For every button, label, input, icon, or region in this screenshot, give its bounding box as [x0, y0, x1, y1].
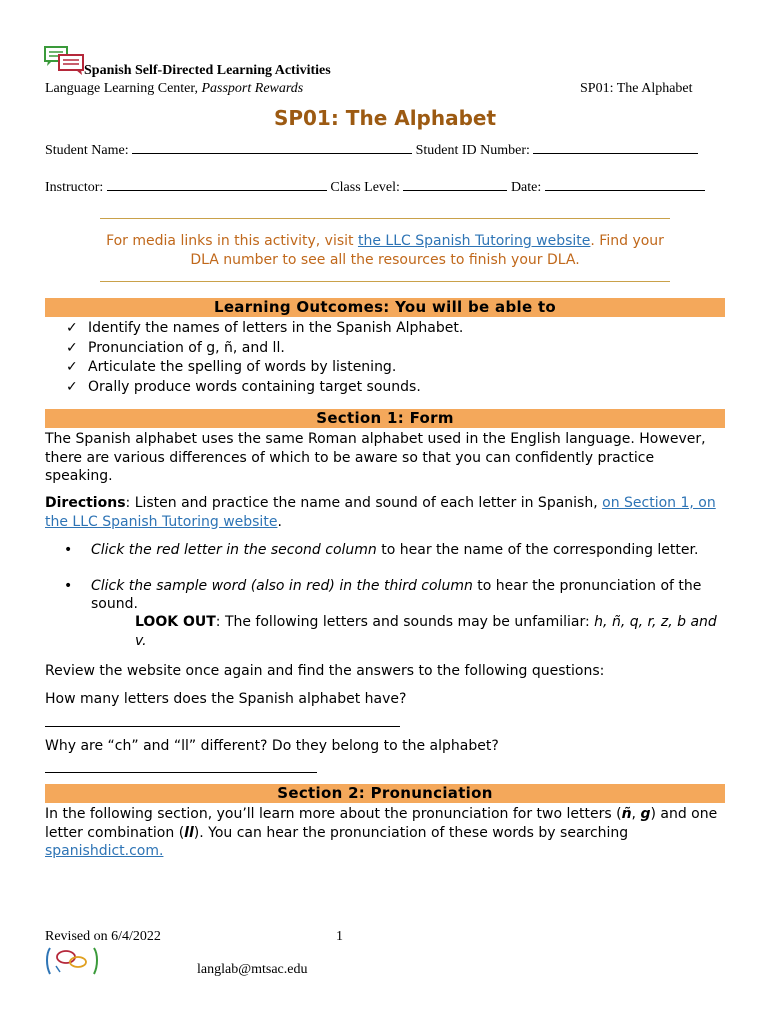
- outcome-item: ✓ Orally produce words containing target sounds.: [66, 378, 463, 398]
- speech-faces-logo-icon: [44, 946, 100, 976]
- contact-email: langlab@mtsac.edu: [197, 962, 308, 977]
- checkmark-icon: ✓: [66, 378, 78, 395]
- media-note: For media links in this activity, visit the LLC Spanish Tutoring website. Find your DLA number to see all the resources to finish your DLA.: [106, 233, 664, 268]
- section1-intro: The Spanish alphabet uses the same Roman alphabet used in the English language. However, there are various differences of which to be aware so that you can confidently practice speaking.: [45, 431, 706, 484]
- instructor-row: [45, 178, 705, 196]
- student-id-field[interactable]: [533, 141, 698, 154]
- section2-text: In the following section, you’ll learn more about the pronunciation for two letters (ñ, g) and one letter combination (ll). You can hear the pronunciation of these words by searching spanishdict.com.: [45, 806, 718, 859]
- section1-tutoring-link[interactable]: on Section 1, on the LLC Spanish Tutoring website: [45, 495, 716, 530]
- question-1: How many letters does the Spanish alphabet have?: [45, 691, 407, 707]
- divider-bottom: [100, 281, 670, 282]
- student-id-label: Student ID Number:: [415, 143, 530, 158]
- class-level-field[interactable]: [403, 178, 507, 191]
- date-label: Date:: [510, 180, 542, 195]
- section1-heading: Section 1: Form: [45, 409, 725, 428]
- revised-date: Revised on 6/4/2022: [45, 929, 161, 944]
- outcomes-list: [66, 319, 463, 397]
- bullet-icon: •: [64, 542, 73, 558]
- bullet-item: • Click the sample word (also in red) in the third column to hear the pronunciation of the sound.: [64, 578, 702, 612]
- outcome-item: ✓ Pronunciation of g, ñ, and ll.: [66, 339, 463, 359]
- header-activity-code: SP01: The Alphabet: [580, 81, 693, 96]
- instructor-field[interactable]: [107, 178, 327, 191]
- section2-heading: Section 2: Pronunciation: [45, 784, 725, 803]
- review-instruction: Review the website once again and find the answers to the following questions:: [45, 663, 605, 679]
- learning-outcomes-heading: Learning Outcomes: You will be able to: [45, 298, 725, 317]
- section1-directions: Directions: Listen and practice the name and sound of each letter in Spanish, on Section 1, on the LLC Spanish Tutoring website.: [45, 495, 716, 530]
- outcome-item: ✓ Identify the names of letters in the Spanish Alphabet.: [66, 319, 463, 339]
- header-program-title: Spanish Self-Directed Learning Activities: [84, 63, 331, 78]
- date-field[interactable]: [545, 178, 705, 191]
- divider-top: [100, 218, 670, 219]
- question-2: Why are “ch” and “ll” different? Do they belong to the alphabet?: [45, 738, 499, 754]
- spanishdict-link[interactable]: spanishdict.com.: [45, 843, 164, 859]
- header-organization: Language Learning Center, Passport Rewards: [45, 81, 304, 96]
- student-name-row: [45, 141, 698, 159]
- llc-tutoring-link[interactable]: the LLC Spanish Tutoring website: [357, 233, 591, 249]
- instructor-label: Instructor:: [45, 180, 104, 195]
- page-title: SP01: The Alphabet: [273, 106, 497, 130]
- answer-1-field[interactable]: [45, 726, 400, 727]
- class-level-label: Class Level:: [330, 180, 400, 195]
- bullet-icon: •: [64, 578, 73, 594]
- checkmark-icon: ✓: [66, 320, 78, 336]
- student-name-field[interactable]: [132, 141, 412, 154]
- checkmark-icon: ✓: [66, 339, 78, 356]
- checkmark-icon: ✓: [66, 359, 78, 375]
- outcome-item: ✓ Articulate the spelling of words by listening.: [66, 358, 463, 378]
- bullet-item: • Click the red letter in the second column to hear the name of the corresponding letter.: [64, 542, 699, 558]
- page-number: 1: [336, 929, 343, 944]
- answer-2-field[interactable]: [45, 772, 317, 773]
- lookout-note: LOOK OUT: The following letters and sounds may be unfamiliar: h, ñ, q, r, z, b and v.: [135, 614, 717, 649]
- chat-bubbles-logo-icon: [44, 46, 86, 76]
- student-name-label: Student Name:: [45, 143, 129, 158]
